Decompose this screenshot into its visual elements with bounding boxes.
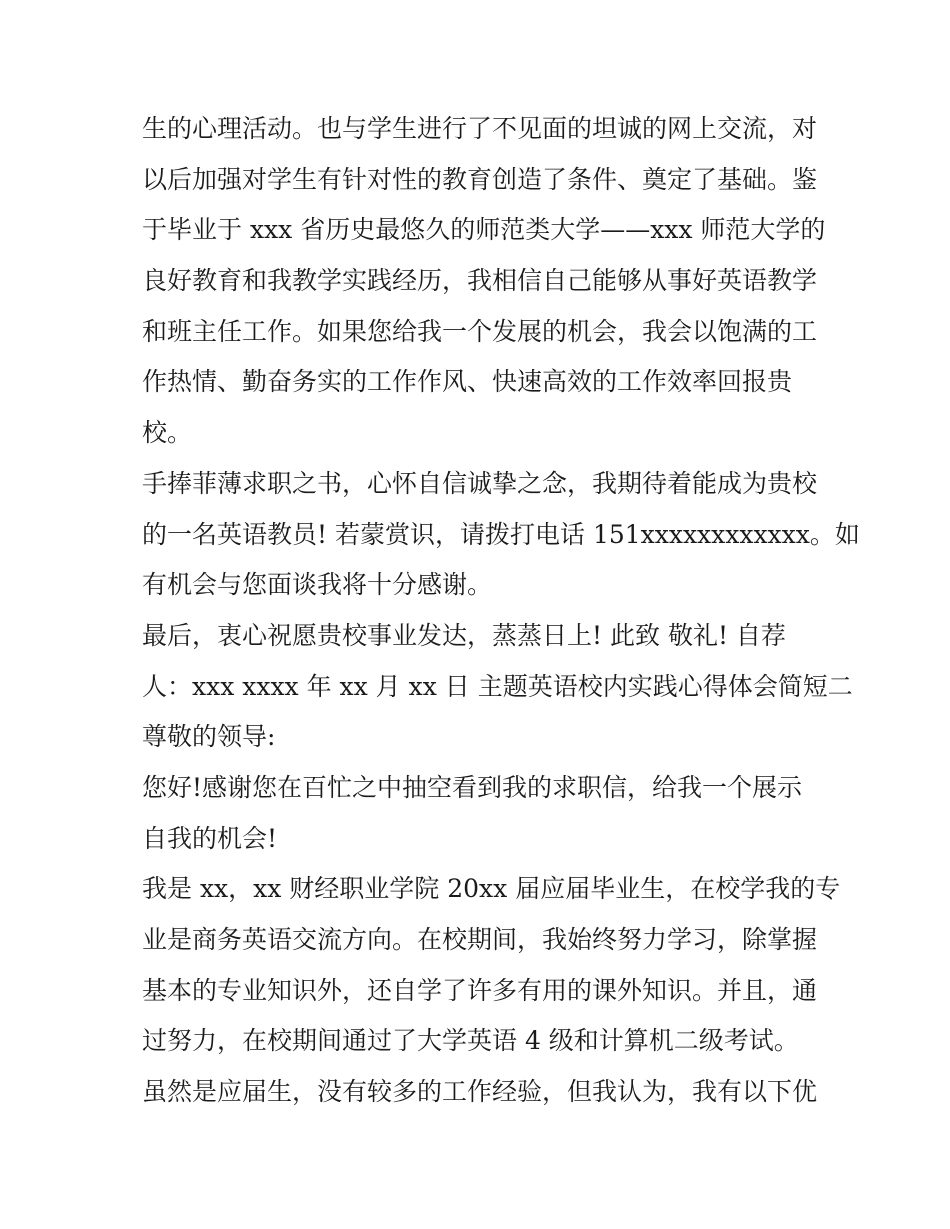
text-line: 于毕业于 xxx 省历史最悠久的师范类大学——xxx 师范大学的: [142, 215, 826, 245]
text-line: 生的心理活动。也与学生进行了不见面的坦诚的网上交流，对: [142, 114, 818, 143]
text-line: 校。: [142, 418, 193, 448]
text-line: 我是 xx，xx 财经职业学院 20xx 届应届毕业生，在校学我的专: [142, 874, 841, 904]
text-line: 过努力，在校期间通过了大学英语 4 级和计算机二级考试。: [142, 1026, 799, 1056]
text-line: 自我的机会!: [142, 823, 278, 853]
text-line: 人：xxx xxxx 年 xx 月 xx 日 主题英语校内实践心得体会简短二: [142, 671, 853, 701]
document-body: [142, 104, 860, 1118]
text-line: 的一名英语教员! 若蒙赏识，请拨打电话 151xxxxxxxxxxxx。如: [142, 519, 860, 549]
text-line: 良好教育和我教学实践经历，我相信自己能够从事好英语教学: [142, 266, 818, 296]
text-line: 和班主任工作。如果您给我一个发展的机会，我会以饱满的工: [142, 316, 818, 346]
text-line: 手捧菲薄求职之书，心怀自信诚挚之念，我期待着能成为贵校: [142, 468, 818, 498]
text-line: 最后，衷心祝愿贵校事业发达，蒸蒸日上! 此致 敬礼! 自荐: [142, 620, 786, 650]
text-line: 有机会与您面谈我将十分感谢。: [142, 570, 493, 600]
text-line: 您好!感谢您在百忙之中抽空看到我的求职信，给我一个展示: [142, 772, 803, 802]
text-line: 业是商务英语交流方向。在校期间，我始终努力学习，除掌握: [142, 925, 818, 954]
text-line: 尊敬的领导:: [142, 722, 276, 752]
text-line: 作热情、勤奋务实的工作作风、快速高效的工作效率回报贵: [142, 367, 793, 397]
text-line: 以后加强对学生有针对性的教育创造了条件、奠定了基础。鉴: [142, 164, 818, 194]
text-line: 基本的专业知识外，还自学了许多有用的课外知识。并且，通: [142, 975, 818, 1005]
text-line: 虽然是应届生，没有较多的工作经验，但我认为，我有以下优: [142, 1077, 818, 1107]
